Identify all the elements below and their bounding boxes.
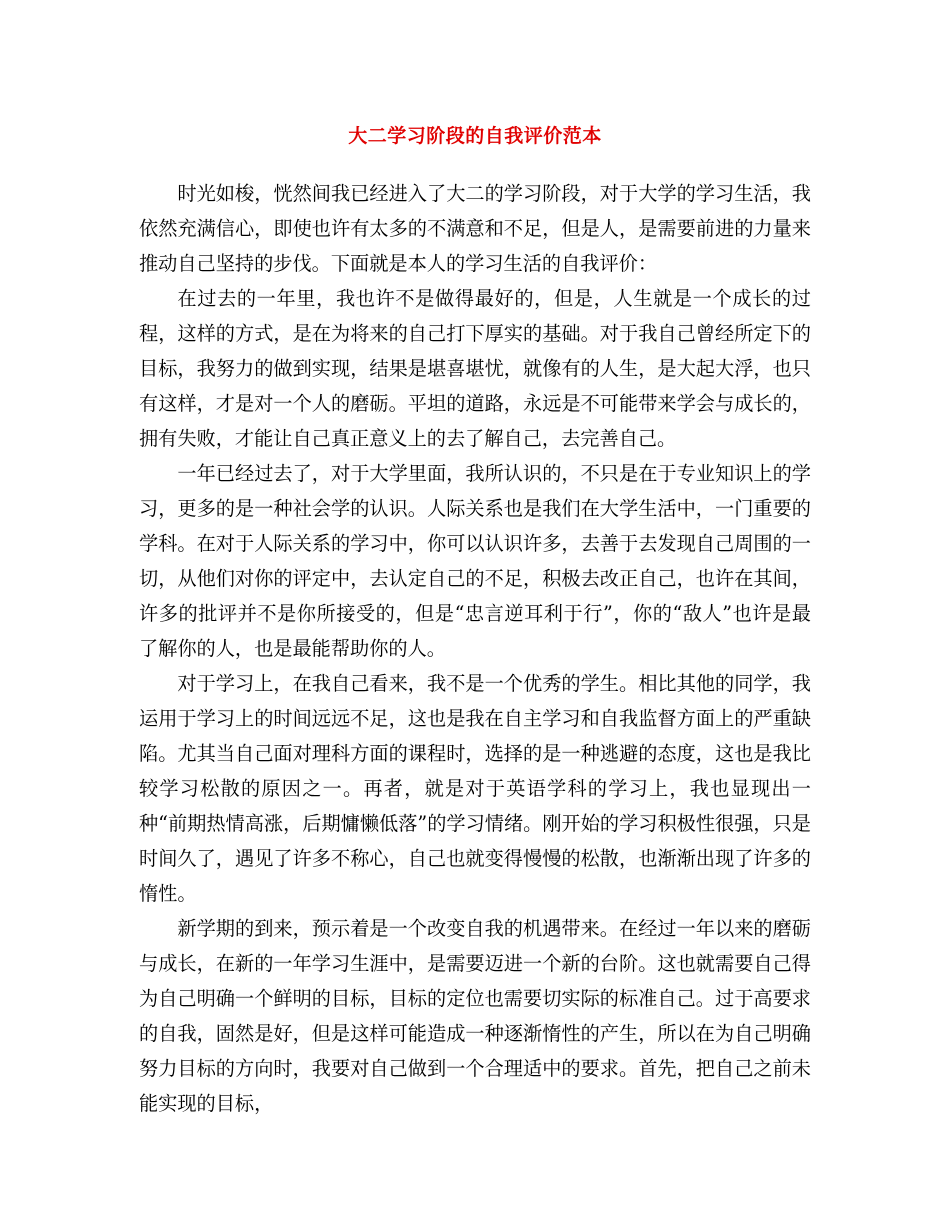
paragraph-5: 新学期的到来，预示着是一个改变自我的机遇带来。在经过一年以来的磨砺与成长，在新的一年学习生涯中，是需要迈进一个新的台阶。这也就需要自己得为自己明确一个鲜明的目标，目标的定位也需要切实际的标准自己。过于高要求的自我，固然是好，但是这样可能造成一种逐渐惰性的产生，所以在为自己明确努力目标的方向时，我要对自己做到一个合理适中的要求。首先，把自己之前未能实现的目标， <box>139 917 811 1115</box>
paragraph-4: 对于学习上，在我自己看来，我不是一个优秀的学生。相比其他的同学，我运用于学习上的时间远远不足，这也是我在自主学习和自我监督方面上的严重缺陷。尤其当自己面对理科方面的课程时，选择的是一种逃避的态度，这也是我比较学习松散的原因之一。再者，就是对于英语学科的学习上，我也显现出一种“前期热情高涨，后期慵懒低落”的学习情绪。刚开始的学习积极性很强，只是时间久了，遇见了许多不称心，自己也就变得慢慢的松散，也渐渐出现了许多的惰性。 <box>139 672 811 905</box>
document-title: 大二学习阶段的自我评价范本 <box>348 125 602 147</box>
paragraph-3: 一年已经过去了，对于大学里面，我所认识的，不只是在于专业知识上的学习，更多的是一种社会学的认识。人际关系也是我们在大学生活中，一门重要的学科。在对于人际关系的学习中，你可以认识许多，去善于去发现自己周围的一切，从他们对你的评定中，去认定自己的不足，积极去改正自己，也许在其间，许多的批评并不是你所接受的，但是“忠言逆耳利于行”，你的“敌人”也许是最了解你的人，也是最能帮助你的人。 <box>139 462 811 660</box>
paragraph-2: 在过去的一年里，我也许不是做得最好的，但是，人生就是一个成长的过程，这样的方式，是在为将来的自己打下厚实的基础。对于我自己曾经所定下的目标，我努力的做到实现，结果是堪喜堪忧，就像有的人生，是大起大浮，也只有这样，才是对一个人的磨砺。平坦的道路，永远是不可能带来学会与成长的，拥有失败，才能让自己真正意义上的去了解自己，去完善自己。 <box>139 287 811 450</box>
paragraph-1: 时光如梭，恍然间我已经进入了大二的学习阶段，对于大学的学习生活，我依然充满信心，即使也许有太多的不满意和不足，但是人，是需要前进的力量来推动自己坚持的步伐。下面就是本人的学习生活的自我评价： <box>139 182 811 275</box>
document-body <box>139 176 811 1121</box>
